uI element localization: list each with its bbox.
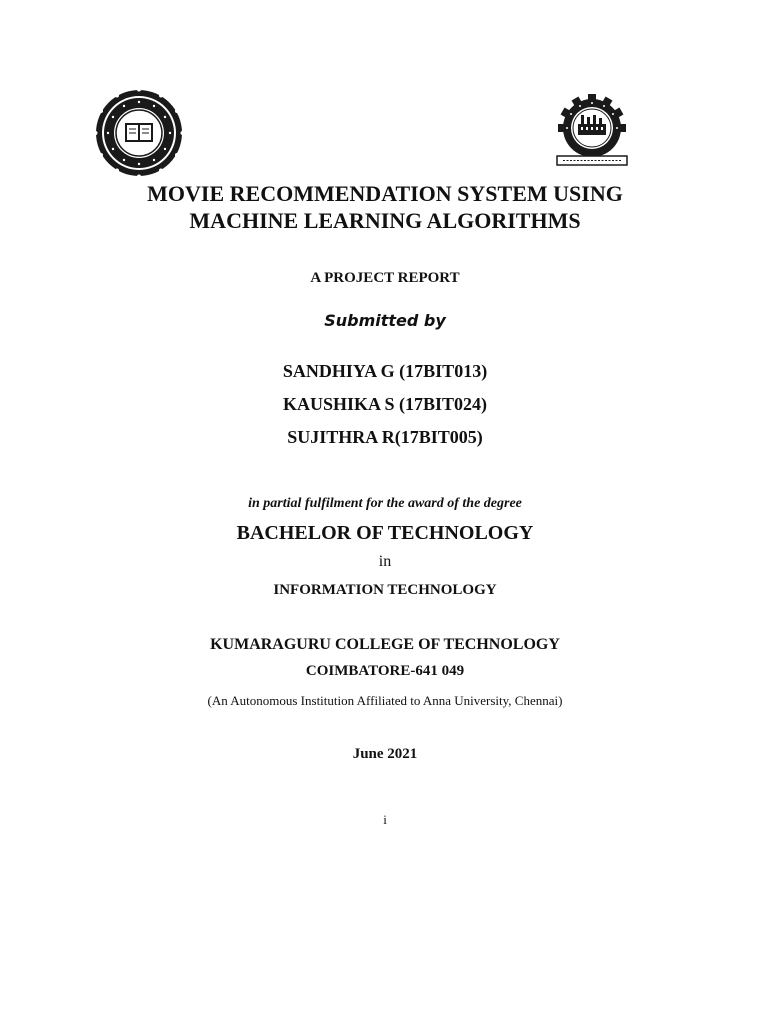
student-name: SANDHIYA G (17BIT013) <box>282 361 488 381</box>
college-emblem-logo <box>94 88 184 178</box>
college-city: COIMBATORE-641 049 <box>305 663 465 679</box>
in-word: in <box>378 553 392 570</box>
student-name: KAUSHIKA S (17BIT024) <box>282 394 488 414</box>
gear-emblem-icon <box>551 94 633 168</box>
college-name: KUMARAGURU COLLEGE OF TECHNOLOGY <box>210 636 560 653</box>
seal-icon <box>94 88 184 178</box>
anna-university-logo <box>551 94 633 168</box>
project-title-line-2: MACHINE LEARNING ALGORITHMS <box>189 208 581 233</box>
project-title-line-1: MOVIE RECOMMENDATION SYSTEM USING <box>147 181 623 206</box>
student-name: SUJITHRA R(17BIT005) <box>287 427 483 447</box>
report-type: A PROJECT REPORT <box>310 270 460 286</box>
submitted-by-label: Submitted by <box>324 311 446 330</box>
submission-date: June 2021 <box>352 746 418 762</box>
college-affiliation: (An Autonomous Institution Affiliated to Anna University, Chennai) <box>207 693 563 708</box>
page-number: i <box>383 812 387 827</box>
field-of-study: INFORMATION TECHNOLOGY <box>273 582 497 598</box>
degree-name: BACHELOR OF TECHNOLOGY <box>236 522 534 544</box>
partial-fulfilment-text: in partial fulfilment for the award of the degree <box>248 496 522 511</box>
